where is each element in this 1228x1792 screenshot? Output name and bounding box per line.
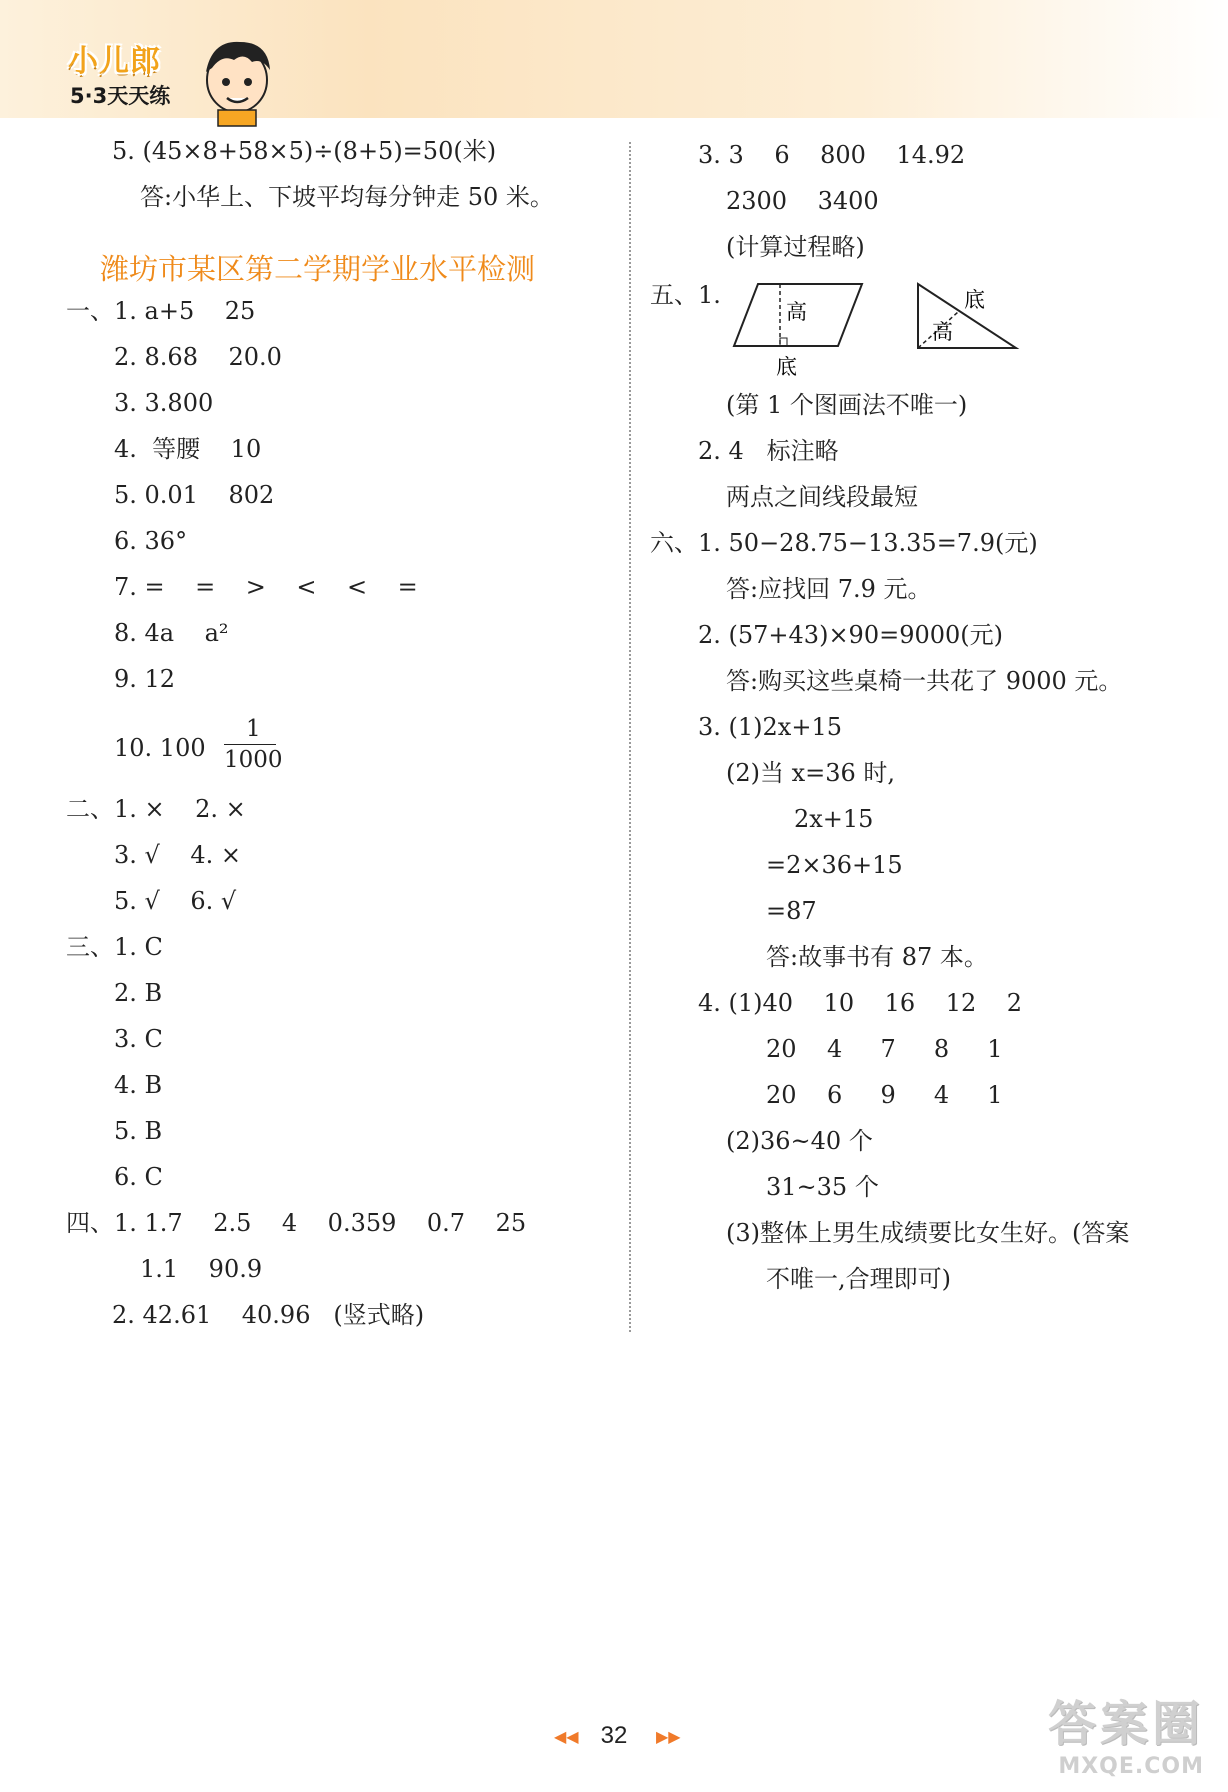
- answer-line: 答:应找回 7.9 元。: [726, 575, 932, 603]
- watermark-title: 答案圈: [1047, 1696, 1204, 1752]
- answer-line: 答:小华上、下坡平均每分钟走 50 米。: [140, 183, 554, 211]
- answer-line: (第 1 个图画法不唯一): [726, 391, 968, 419]
- answer-line: 5. (45×8+58×5)÷(8+5)=50(米): [112, 137, 497, 165]
- answer-line: 3. C: [114, 1025, 163, 1053]
- answer-line: 2. B: [114, 979, 163, 1007]
- page-number: 32: [600, 1722, 628, 1749]
- answer-line: 7. = = > < < =: [114, 573, 418, 601]
- boy-mascot-icon: [182, 28, 292, 128]
- answer-line: 6. C: [114, 1163, 163, 1191]
- answer-line: (2)36~40 个: [726, 1127, 873, 1155]
- answer-line: 2. 8.68 20.0: [114, 343, 282, 371]
- watermark-url: MXQE.COM: [1058, 1754, 1204, 1779]
- base-label: 底: [964, 288, 985, 312]
- next-arrow-icon: ▶▶: [656, 1727, 681, 1746]
- answer-line: 1.1 90.9: [140, 1255, 263, 1283]
- geometry-figures: [726, 272, 1026, 382]
- answer-line: (计算过程略): [726, 233, 865, 261]
- answer-line: 3. √ 4. ×: [114, 841, 241, 869]
- fraction-bar: [224, 744, 276, 745]
- answer-line: (2)当 x=36 时,: [726, 759, 896, 787]
- answer-line: 3. (1)2x+15: [698, 713, 842, 741]
- fraction: [224, 716, 283, 773]
- height-label: 高: [932, 320, 953, 344]
- answer-line: 3. 3 6 800 14.92: [698, 141, 966, 169]
- answer-line: 2x+15: [794, 805, 874, 833]
- answer-line: 答:故事书有 87 本。: [766, 943, 988, 971]
- answer-line: 3. 3.800: [114, 389, 214, 417]
- answer-line: 不唯一,合理即可): [766, 1265, 951, 1293]
- answer-line: 10. 100: [114, 734, 206, 762]
- answer-line: 2300 3400: [726, 187, 879, 215]
- answer-line: 9. 12: [114, 665, 176, 693]
- answer-line: 31~35 个: [766, 1173, 879, 1201]
- answer-line: 两点之间线段最短: [726, 483, 918, 511]
- answer-line: 8. 4a a²: [114, 619, 229, 647]
- answer-line: 20 6 9 4 1: [766, 1081, 1003, 1109]
- answer-line: =2×36+15: [766, 851, 903, 879]
- answer-line: 答:购买这些桌椅一共花了 9000 元。: [726, 667, 1123, 695]
- answer-line: 三、1. C: [66, 933, 163, 961]
- fraction-denominator: 1000: [224, 747, 283, 773]
- answer-line: 4. (1)40 10 16 12 2: [698, 989, 1023, 1017]
- answer-line: 4. B: [114, 1071, 163, 1099]
- watermark: [1014, 1685, 1204, 1780]
- answer-line: =87: [766, 897, 817, 925]
- answer-line: 5. √ 6. √: [114, 887, 237, 915]
- answer-line: 4. 等腰 10: [114, 435, 262, 463]
- answer-line: 6. 36°: [114, 527, 188, 555]
- fraction-numerator: 1: [245, 716, 261, 742]
- parallelogram-figure: [734, 284, 862, 379]
- answer-line: 20 4 7 8 1: [766, 1035, 1003, 1063]
- answer-line: 5. 0.01 802: [114, 481, 275, 509]
- answer-line: 2. (57+43)×90=9000(元): [698, 621, 1004, 649]
- triangle-figure: [918, 284, 1016, 348]
- height-label: 高: [786, 300, 807, 324]
- logo: [62, 30, 262, 120]
- section-title: 潍坊市某区第二学期学业水平检测: [100, 252, 536, 286]
- answer-line: (3)整体上男生成绩要比女生好。(答案: [726, 1219, 1130, 1247]
- prev-arrow-icon: ◀◀: [554, 1727, 579, 1746]
- logo-subtitle: 5·3天天练: [70, 84, 171, 108]
- answer-line: 一、1. a+5 25: [66, 297, 256, 325]
- column-divider: [629, 142, 631, 1332]
- answer-line: 六、1. 50−28.75−13.35=7.9(元): [650, 529, 1038, 557]
- logo-title: 小儿郎: [68, 44, 161, 79]
- answer-line: 2. 4 标注略: [698, 437, 839, 465]
- answer-line: 2. 42.61 40.96 (竖式略): [112, 1301, 425, 1329]
- base-label: 底: [776, 355, 797, 379]
- answer-line: 5. B: [114, 1117, 163, 1145]
- answer-line: 五、1.: [650, 281, 721, 309]
- answer-line: 四、1. 1.7 2.5 4 0.359 0.7 25: [66, 1209, 527, 1237]
- answer-line: 二、1. × 2. ×: [66, 795, 246, 823]
